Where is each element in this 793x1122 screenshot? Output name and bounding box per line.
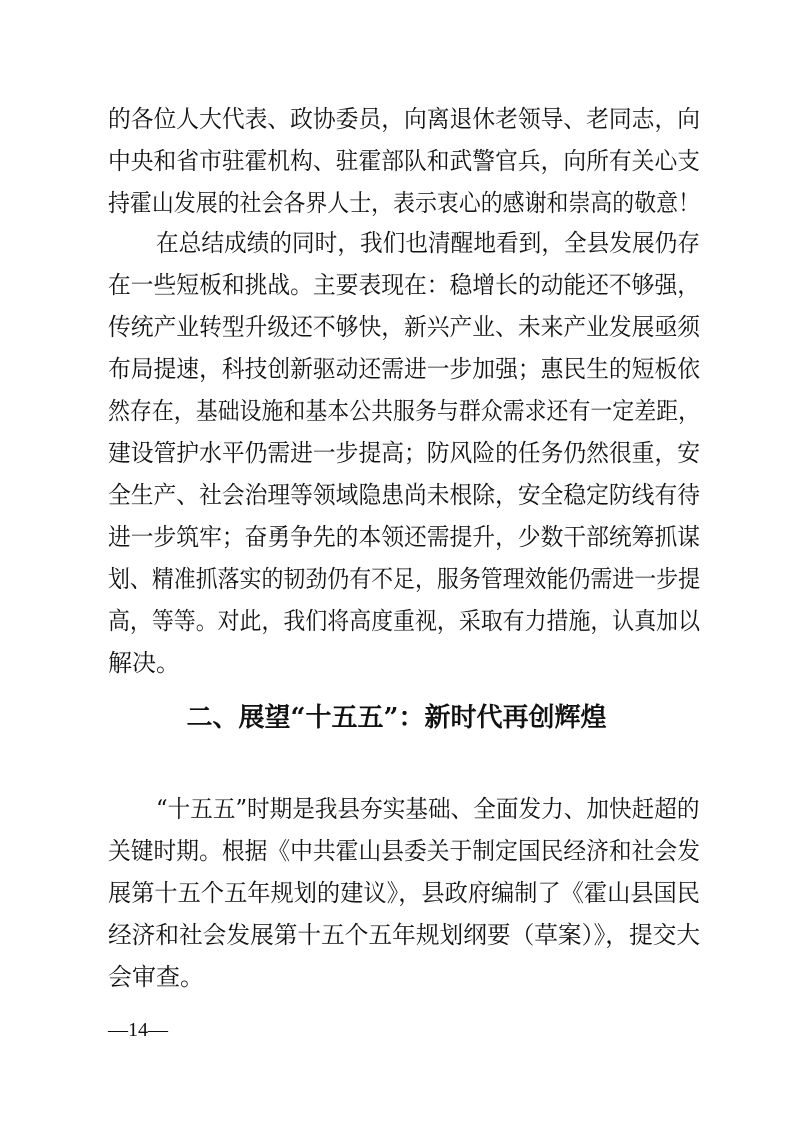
text-line: 的各位人大代表、政协委员，向离退休老领导、老同志，向 (108, 105, 700, 133)
text-line: 在总结成绩的同时，我们也清醒地看到，全县发展仍存 (156, 229, 700, 257)
text-line: 进一步筑牢；奋勇争先的本领还需提升，少数干部统筹抓谋 (108, 523, 700, 551)
text-line: 中央和省市驻霍机构、驻霍部队和武警官兵，向所有关心支 (108, 147, 700, 175)
text-line: 经济和社会发展第十五个五年规划纲要（草案）》，提交大 (108, 921, 701, 949)
text-line: 高，等等。对此，我们将高度重视，采取有力措施，认真加以 (108, 607, 701, 635)
text-line: 展第十五个五年规划的建议》，县政府编制了《霍山县国民 (108, 879, 700, 907)
text-line: 划、精准抓落实的韧劲仍有不足，服务管理效能仍需进一步提 (108, 565, 701, 593)
text-line: 传统产业转型升级还不够快，新兴产业、未来产业发展亟须 (108, 313, 700, 341)
page-number: —14— (108, 1019, 168, 1041)
text-line: 在一些短板和挑战。主要表现在：稳增长的动能还不够强， (108, 271, 700, 299)
text-line: 解决。 (108, 649, 180, 677)
text-line: 关键时期。根据《中共霍山县委关于制定国民经济和社会发 (108, 837, 700, 865)
text-line: 持霍山发展的社会各界人士，表示衷心的感谢和崇高的敬意！ (108, 189, 701, 217)
text-line: 会审查。 (108, 963, 204, 991)
section-heading: 二、展望“十五五”：新时代再创辉煌 (186, 703, 607, 733)
text-line: 然存在，基础设施和基本公共服务与群众需求还有一定差距， (108, 397, 701, 425)
text-line: 建设管护水平仍需进一步提高；防风险的任务仍然很重，安 (108, 439, 700, 467)
text-line: 布局提速，科技创新驱动还需进一步加强；惠民生的短板依 (108, 355, 700, 383)
text-line: “十五五”时期是我县夯实基础、全面发力、加快赶超的 (156, 795, 700, 823)
text-line: 全生产、社会治理等领域隐患尚未根除，安全稳定防线有待 (108, 481, 700, 509)
